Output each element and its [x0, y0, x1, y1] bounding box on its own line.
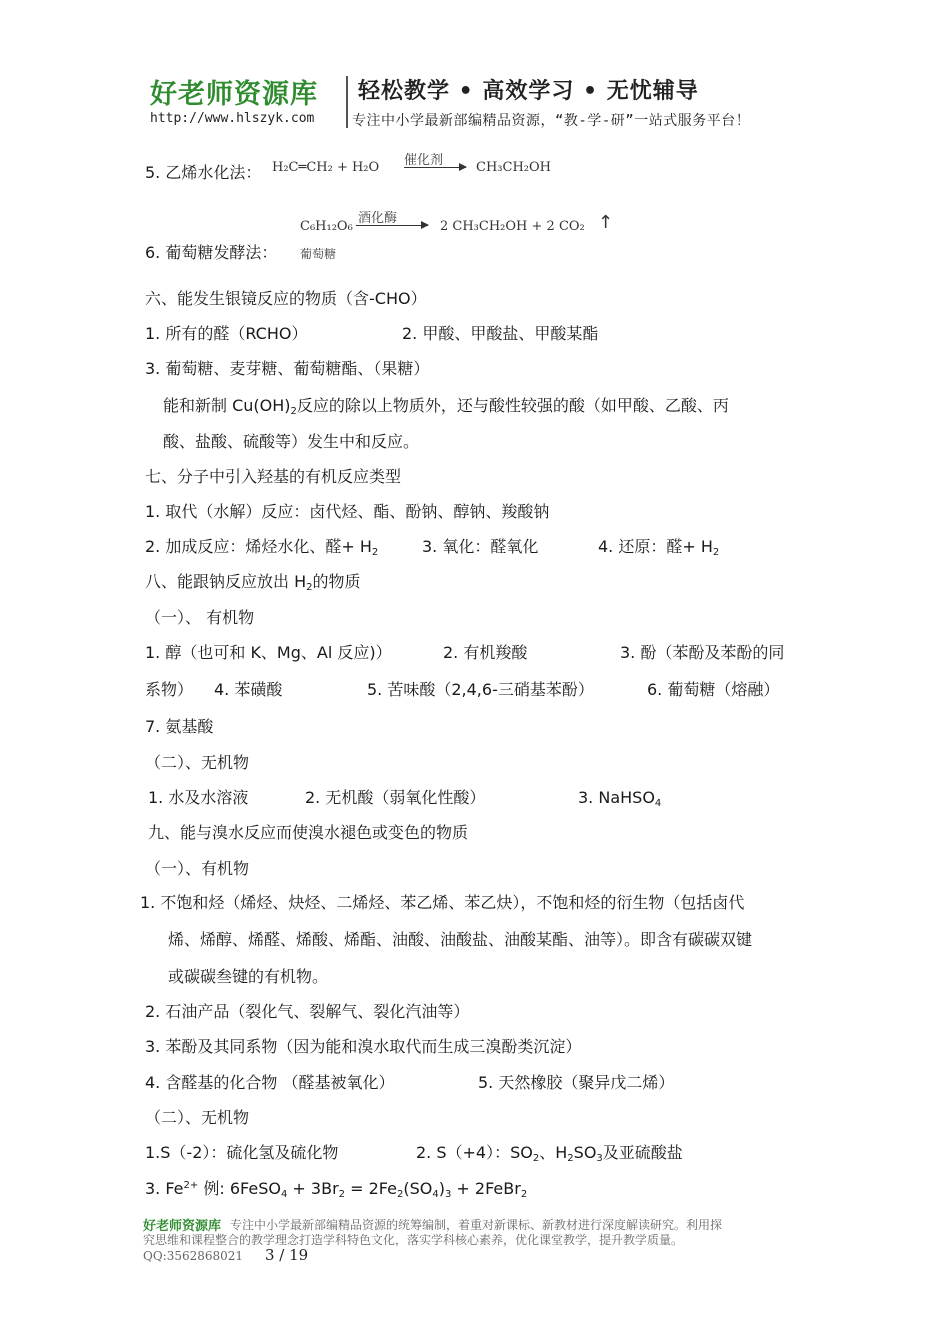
reaction-6-reactant-name: 葡萄糖 [300, 247, 337, 261]
s9-item-1-line-2: 烯、烯醇、烯醛、烯酸、烯酯、油酸、油酸盐、油酸某酯、油等）。即含有碳碳双键 [168, 930, 753, 949]
s8-item-5: 5. 苦味酸（2,4,6-三硝基苯酚） [367, 680, 594, 699]
s9-inorganic-heading: （二）、无机物 [145, 1108, 250, 1127]
section-7-title: 七、分子中引入羟基的有机反应类型 [145, 467, 402, 486]
s8-item-6: 6. 葡萄糖（熔融） [647, 680, 780, 699]
page-number: 3 / 19 [265, 1246, 309, 1264]
header-url-link[interactable]: http://www.hlszyk.com [150, 111, 315, 126]
footer-description-line-2: 究思维和课程整合的教学理念打造学科特色文化，落实学科核心素养，优化课堂教学，提升教学质量。 [143, 1233, 684, 1247]
s8-organic-heading: （一）、 有机物 [145, 608, 255, 627]
s7-item-2: 2. 加成反应：烯烃水化、醛+ $H_2$ [145, 537, 379, 558]
reaction-5-condition: 催化剂 [404, 153, 444, 168]
reaction-5-label: 5. 乙烯水化法： [145, 163, 262, 182]
reaction-5-reactants: H₂C═CH₂ + H₂O [272, 160, 380, 175]
section-8-title: 八、能跟钠反应放出 $H_2$的物质 [145, 572, 361, 593]
s6-item-2: 2. 甲酸、甲酸盐、甲酸某酯 [402, 324, 599, 343]
footer-description-line-1: 专注中小学最新部编精品资源的统筹编制，着重对新课标、新教材进行深度解读研究。利用探 [230, 1218, 723, 1232]
s6-note-line-1: 能和新制 $Cu(OH)_2$反应的除以上物质外，还与酸性较强的酸（如甲酸、乙酸、丙 [163, 396, 729, 417]
gas-up-arrow-icon: ↑ [598, 212, 614, 233]
brand-logo-text: 好老师资源库 [150, 79, 318, 110]
s9-item-4: 4. 含醛基的化合物 （醛基被氧化） [145, 1073, 395, 1092]
s6-item-3: 3. 葡萄糖、麦芽糖、葡萄糖酯、（果糖） [145, 359, 430, 378]
s9-inorg-item-2: 2. S（+4）：$SO_2$、$H_2SO_3$及亚硫酸盐 [416, 1143, 683, 1164]
s9-inorg-item-1: 1.S（-2）：硫化氢及硫化物 [145, 1143, 339, 1162]
s7-item-4: 4. 还原：醛+ $H_2$ [598, 537, 720, 558]
header-tagline: 专注中小学最新部编精品资源，“教-学-研”一站式服务平台！ [352, 113, 751, 129]
s7-item-3: 3. 氧化：醛氧化 [422, 537, 539, 556]
s8-item-3-cont: 系物） [145, 680, 194, 699]
reaction-5-product: CH₃CH₂OH [476, 160, 551, 175]
s8-item-4: 4. 苯磺酸 [214, 680, 283, 699]
section-6-title: 六、能发生银镜反应的物质（含-CHO） [145, 289, 427, 308]
s9-item-1-line-1: 1. 不饱和烃（烯烃、炔烃、二烯烃、苯乙烯、苯乙炔），不饱和烃的衍生物（包括卤代 [140, 893, 745, 912]
footer-brand: 好老师资源库 [143, 1219, 222, 1234]
header-divider [346, 76, 348, 128]
s8-inorg-item-2: 2. 无机酸（弱氧化性酸） [305, 788, 486, 807]
reaction-6-condition: 酒化酶 [358, 211, 398, 226]
reaction-5-arrow [404, 167, 466, 168]
s8-item-3: 3. 酚（苯酚及苯酚的同 [620, 643, 785, 662]
s8-item-1: 1. 醇（也可和 K、Mg、Al 反应)） [145, 643, 392, 662]
s9-organic-heading: （一）、有机物 [145, 859, 250, 878]
s9-item-2: 2. 石油产品（裂化气、裂解气、裂化汽油等） [145, 1002, 470, 1021]
s6-note-line-2: 酸、盐酸、硫酸等）发生中和反应。 [163, 432, 420, 451]
s7-item-1: 1. 取代（水解）反应：卤代烃、酯、酚钠、醇钠、羧酸钠 [145, 502, 550, 521]
s9-inorg-item-3: 3. $Fe^{2+}$ 例: 6FeSO$_4$ + $3Br_2 = 2Fe_2(SO_4)_3$ + 2FeBr$_2$ [145, 1179, 528, 1200]
s6-item-1: 1. 所有的醛（RCHO） [145, 324, 308, 343]
header-slogan: 轻松教学 • 高效学习 • 无忧辅导 [358, 79, 699, 104]
s8-item-2: 2. 有机羧酸 [443, 643, 528, 662]
reaction-6-arrow [356, 225, 428, 226]
s9-item-3: 3. 苯酚及其同系物（因为能和溴水取代而生成三溴酚类沉淀） [145, 1037, 582, 1056]
s8-inorg-item-3: 3. NaHSO$_4$ [578, 788, 662, 809]
section-9-title: 九、能与溴水反应而使溴水褪色或变色的物质 [148, 823, 469, 842]
reaction-6-products: 2 CH₃CH₂OH + 2 CO₂ [440, 219, 585, 234]
reaction-6-reactant: C₆H₁₂O₆ [300, 219, 353, 234]
footer-qq: QQ:3562868021 [143, 1249, 244, 1263]
reaction-6-label: 6. 葡萄糖发酵法： [145, 243, 278, 262]
s9-item-1-line-3: 或碳碳叁键的有机物。 [168, 967, 329, 986]
s9-item-5: 5. 天然橡胶（聚异戊二烯） [478, 1073, 675, 1092]
s8-inorganic-heading: （二）、无机物 [145, 753, 250, 772]
s8-inorg-item-1: 1. 水及水溶液 [148, 788, 249, 807]
s8-item-7: 7. 氨基酸 [145, 717, 214, 736]
